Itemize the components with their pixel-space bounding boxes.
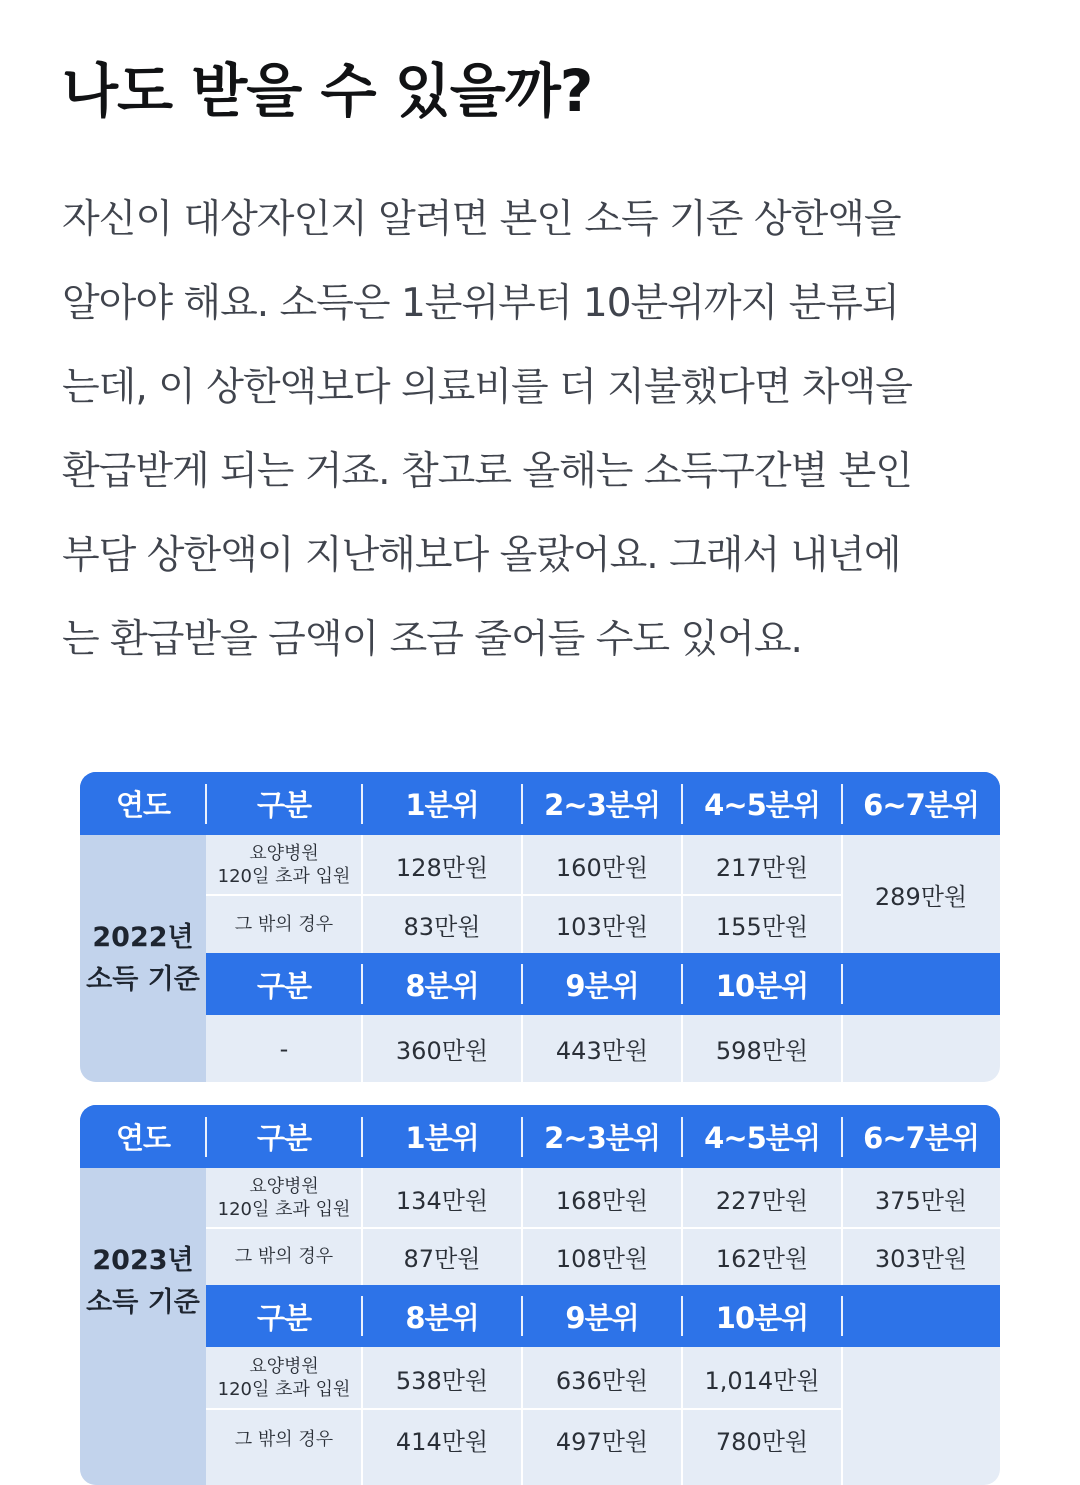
row-label-other: 그 밖의 경우	[234, 1246, 334, 1267]
grid-line	[206, 1227, 1000, 1229]
value-cell: 780만원	[715, 1427, 809, 1456]
header-divider	[841, 784, 843, 824]
grid-line	[841, 1015, 843, 1082]
row-label-hospital	[206, 1347, 362, 1409]
year-label: 2022년	[92, 921, 194, 953]
value-cell: 87만원	[403, 1245, 481, 1273]
value-cell-merged: 289만원	[874, 882, 968, 911]
header-decile-6-7: 6~7분위	[842, 772, 1000, 835]
value-cell: 636만원	[555, 1366, 649, 1395]
row-label-line: 요양병원	[249, 1356, 319, 1377]
row-label-line: 요양병원	[249, 843, 319, 864]
grid-line	[521, 1347, 523, 1485]
header-category: 구분	[206, 1105, 362, 1168]
subheader-decile-10: 10분위	[682, 1285, 842, 1347]
value-cell: 160만원	[555, 853, 649, 882]
row-label-line: 120일 초과 입원	[217, 1199, 351, 1220]
header-decile-1: 1분위	[362, 1105, 522, 1168]
year-cell	[80, 835, 206, 1082]
value-cell: 227만원	[715, 1186, 809, 1215]
year-sublabel: 소득 기준	[86, 963, 200, 995]
value-cell: 598만원	[715, 1037, 809, 1065]
year-sublabel: 소득 기준	[86, 1286, 200, 1318]
paragraph-line: 자신이 대상자인지 알려면 본인 소득 기준 상한액을	[62, 197, 901, 242]
subheader-decile-9: 9분위	[522, 1285, 682, 1347]
year-label: 2023년	[92, 1244, 194, 1276]
header-decile-6-7: 6~7분위	[842, 1105, 1000, 1168]
header-divider	[205, 1117, 207, 1157]
row-label-line: 요양병원	[249, 1176, 319, 1197]
value-cell: 168만원	[555, 1186, 649, 1215]
paragraph-line: 는데, 이 상한액보다 의료비를 더 지불했다면 차액을	[62, 365, 912, 410]
paragraph-line: 환급받게 되는 거죠. 참고로 올해는 소득구간별 본인	[62, 449, 912, 494]
header-divider	[521, 964, 523, 1004]
value-cell: 155만원	[715, 912, 809, 941]
header-divider	[521, 1296, 523, 1336]
subheader-category: 구분	[206, 1285, 362, 1347]
header-decile-1: 1분위	[362, 772, 522, 835]
copay-cap-table-2023	[80, 1105, 1000, 1485]
row-label-line: 120일 초과 입원	[217, 1379, 351, 1400]
subheader-decile-9: 9분위	[522, 953, 682, 1015]
value-cell: 360만원	[395, 1037, 489, 1065]
header-divider	[681, 1117, 683, 1157]
grid-line	[841, 1347, 843, 1485]
header-decile-2-3: 2~3분위	[522, 1105, 682, 1168]
row-label-hospital	[206, 1168, 362, 1228]
header-divider	[681, 784, 683, 824]
header-divider	[841, 964, 843, 1004]
subheader-category: 구분	[206, 953, 362, 1015]
value-cell: 108만원	[555, 1245, 649, 1273]
grid-line	[206, 1408, 842, 1410]
value-cell: 134만원	[395, 1186, 489, 1215]
header-divider	[361, 1117, 363, 1157]
grid-line	[521, 1015, 523, 1082]
header-divider	[521, 1117, 523, 1157]
header-decile-2-3: 2~3분위	[522, 772, 682, 835]
header-divider	[841, 1117, 843, 1157]
header-divider	[521, 784, 523, 824]
subheader-decile-10: 10분위	[682, 953, 842, 1015]
value-cell: 375만원	[874, 1186, 968, 1215]
copay-cap-table-2022	[80, 772, 1000, 1082]
paragraph-line: 알아야 해요. 소득은 1분위부터 10분위까지 분류되	[62, 281, 899, 326]
grid-line	[681, 1347, 683, 1485]
paragraph-line: 부담 상한액이 지난해보다 올랐어요. 그래서 내년에	[62, 533, 901, 578]
value-cell: 162만원	[715, 1245, 809, 1273]
body-paragraph	[62, 178, 1022, 682]
row-label-line: 120일 초과 입원	[217, 866, 351, 887]
row-label-other: 그 밖의 경우	[234, 1428, 334, 1450]
page-title: 나도 받을 수 있을까?	[62, 57, 593, 125]
value-cell: 128만원	[395, 853, 489, 882]
value-cell: 497만원	[555, 1427, 649, 1456]
header-divider	[681, 964, 683, 1004]
value-cell: 103만원	[555, 912, 649, 941]
paragraph-line: 는 환급받을 금액이 조금 줄어들 수도 있어요.	[62, 617, 802, 662]
row-label-hospital	[206, 835, 362, 895]
subheader-decile-8: 8분위	[362, 1285, 522, 1347]
grid-line	[206, 894, 842, 896]
header-divider	[361, 964, 363, 1004]
row-label-dash: -	[279, 1034, 289, 1063]
value-cell: 303만원	[874, 1245, 968, 1273]
header-divider	[205, 784, 207, 824]
grid-line	[361, 1347, 363, 1485]
header-divider	[361, 1296, 363, 1336]
header-divider	[841, 1296, 843, 1336]
header-divider	[361, 784, 363, 824]
value-cell: 217만원	[715, 853, 809, 882]
header-decile-4-5: 4~5분위	[682, 772, 842, 835]
value-cell: 443만원	[555, 1037, 649, 1065]
subheader-decile-8: 8분위	[362, 953, 522, 1015]
grid-line	[681, 1015, 683, 1082]
row-label-other: 그 밖의 경우	[234, 913, 334, 935]
header-divider	[681, 1296, 683, 1336]
grid-line	[361, 1015, 363, 1082]
year-cell	[80, 1168, 206, 1485]
value-cell: 538만원	[395, 1366, 489, 1395]
header-decile-4-5: 4~5분위	[682, 1105, 842, 1168]
header-year: 연도	[80, 1105, 206, 1168]
header-category: 구분	[206, 772, 362, 835]
value-cell: 414만원	[395, 1427, 489, 1456]
value-cell: 83만원	[403, 912, 481, 941]
header-year: 연도	[80, 772, 206, 835]
value-cell: 1,014만원	[704, 1366, 820, 1395]
